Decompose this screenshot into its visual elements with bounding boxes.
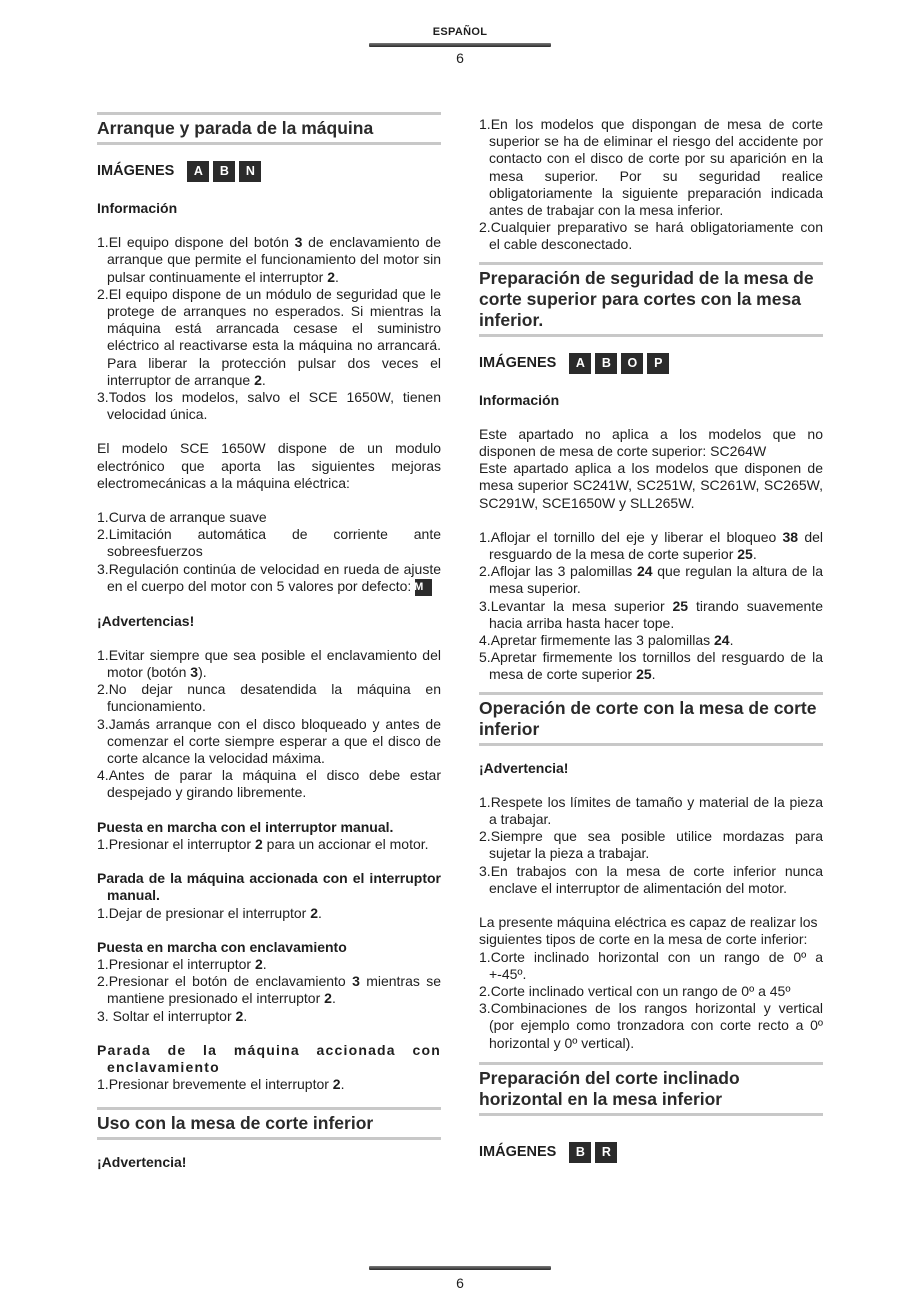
paragraph-cut-types: La presente máquina eléctrica es capaz de realizar los siguientes tipos de corte en la mesa de corte inferior:	[479, 914, 818, 948]
list-item: 1.En los modelos que dispongan de mesa de corte superior se ha de eliminar el riesgo del accidente por contacto con el disco de corte por su aparición en la mesa superior. Por su seguridad realice obligatoriamente la siguiente preparación indicada antes de trabajar con la mesa inferior.	[479, 116, 823, 219]
list-item: 2.Siempre que sea posible utilice mordazas para sujetar la pieza a trabajar.	[479, 828, 823, 862]
list-item: 3.Regulación continúa de velocidad en rueda de ajuste en el cuerpo del motor con 5 valores por defecto: M	[97, 560, 441, 594]
image-badges	[569, 353, 669, 374]
info-list	[97, 234, 441, 423]
list-item: 3.Todos los modelos, salvo el SCE 1650W, tienen velocidad única.	[97, 389, 441, 423]
info-label: Información	[479, 391, 560, 408]
cut-warnings-list	[479, 794, 823, 897]
lock-start-list	[97, 956, 441, 1025]
list-item: 2.Presionar el botón de enclavamiento 3 mientras se mantiene presionado el interruptor 2.	[97, 973, 441, 1007]
left-column	[97, 112, 441, 1172]
list-item: 2.Cualquier preparativo se hará obligatoriamente con el cable desconectado.	[479, 219, 823, 253]
intro-list	[479, 116, 823, 254]
images-label: IMÁGENES	[479, 1143, 557, 1160]
image-badge[interactable]: O	[621, 353, 643, 374]
list-item: 1.Dejar de presionar el interruptor 2.	[97, 904, 322, 921]
images-label: IMÁGENES	[97, 162, 175, 179]
cut-types-list	[479, 949, 823, 1052]
footer-page-number: 6	[456, 1275, 464, 1291]
subheading-lock-stop: Parada de la máquina accionada con enclavamiento	[97, 1041, 441, 1075]
list-item: 2.No dejar nunca desatendida la máquina en funcionamiento.	[97, 681, 441, 715]
paragraph-not-applicable: Este apartado no aplica a los modelos que no disponen de mesa de corte superior: SC264W	[479, 425, 823, 460]
image-badges	[569, 1142, 617, 1163]
steps-list	[479, 529, 823, 684]
image-badge[interactable]: P	[647, 353, 669, 374]
list-item: 3.En trabajos con la mesa de corte inferior nunca enclave el interruptor de alimentación del motor.	[479, 862, 823, 896]
subheading-lock-start: Puesta en marcha con enclavamiento	[97, 938, 347, 955]
list-item: 4.Antes de parar la máquina el disco debe estar despejado y girando libremente.	[97, 767, 441, 801]
section-title-operacion-corte: Operación de corte con la mesa de corte inferior	[479, 692, 823, 746]
subheading-manual-stop: Parada de la máquina accionada con el interruptor manual.	[97, 870, 441, 904]
images-row-sec1	[97, 161, 441, 182]
header-language: ESPAÑOL	[432, 26, 488, 38]
list-item: 2.Corte inclinado vertical con un rango de 0º a 45º	[479, 982, 791, 999]
image-badge[interactable]: R	[595, 1142, 617, 1163]
header-rule	[369, 43, 551, 47]
paragraph-applicable: Este apartado aplica a los modelos que disponen de mesa superior SC241W, SC251W, SC261W, SC265W, SC291W, SCE1650W y SLL265W.	[479, 460, 823, 511]
section-title-uso-mesa-inferior: Uso con la mesa de corte inferior	[97, 1107, 441, 1140]
image-badge[interactable]: A	[187, 161, 209, 182]
image-badge[interactable]: B	[213, 161, 235, 182]
image-badge[interactable]: B	[569, 1142, 591, 1163]
manual-stop-block	[97, 870, 441, 922]
image-badge[interactable]: B	[595, 353, 617, 374]
list-item: 2.Limitación automática de corriente ante sobreesfuerzos	[97, 526, 441, 560]
image-badge[interactable]: M	[415, 579, 432, 596]
list-item: 4.Apretar firmemente las 3 palomillas 24.	[479, 632, 734, 649]
list-item: 1.Corte inclinado horizontal con un rango de 0º a +-45º.	[479, 948, 823, 982]
list-item: 3.Jamás arranque con el disco bloqueado y antes de comenzar el corte siempre esperar a que el disco de corte alcance la velocidad máxima.	[97, 715, 441, 767]
list-item: 1.Evitar siempre que sea posible el enclavamiento del motor (botón 3).	[97, 646, 441, 681]
images-row-sec5	[479, 1142, 823, 1163]
warning-label: ¡Advertencia!	[479, 759, 569, 776]
list-item: 1.Aflojar el tornillo del eje y liberar el bloqueo 38 del resguardo de la mesa de corte superior 25.	[479, 528, 823, 563]
images-row-sec3	[479, 353, 823, 374]
list-item: 1.El equipo dispone del botón 3 de enclavamiento de arranque que permite el funcionamiento del motor sin pulsar continuamente el interruptor 2.	[97, 234, 441, 285]
image-badges	[187, 161, 261, 182]
list-item: 3.Combinaciones de los rangos horizontal y vertical (por ejemplo como tronzadora con corte recto a 0º horizontal y 0º vertical).	[479, 1000, 823, 1051]
footer-rule	[369, 1266, 551, 1270]
list-item: 1.Presionar el interruptor 2.	[97, 955, 267, 972]
info-label: Información	[97, 200, 178, 216]
warnings-label: ¡Advertencias!	[97, 612, 195, 629]
right-column	[479, 116, 823, 1181]
warning-label: ¡Advertencia!	[97, 1154, 187, 1171]
lock-stop-block	[97, 1042, 441, 1094]
list-item: 3.Levantar la mesa superior 25 tirando suavemente hacia arriba hasta hacer tope.	[479, 597, 823, 631]
list-item: 1.Curva de arranque suave	[97, 509, 267, 526]
list-item: 1.Presionar el interruptor 2 para un accionar el motor.	[97, 835, 429, 852]
list-item: 2.Aflojar las 3 palomillas 24 que regulan la altura de la mesa superior.	[479, 563, 823, 597]
list-item: 5.Apretar firmemente los tornillos del resguardo de la mesa de corte superior 25.	[479, 649, 823, 683]
section-title-preparacion-seguridad: Preparación de seguridad de la mesa de corte superior para cortes con la mesa inferior.	[479, 262, 823, 337]
image-badge[interactable]: N	[239, 161, 261, 182]
list-item: 2.El equipo dispone de un módulo de seguridad que le protege de arranques no esperados. Si mientras la máquina está arrancada cesase el suministro eléctrico al reactivarse esta la máquina no arrancará. Para liberar la protección pulsar dos veces el interruptor de arranque 2.	[97, 285, 441, 388]
manual-start-list	[97, 836, 441, 853]
paragraph-sce1650w: El modelo SCE 1650W dispone de un modulo electrónico que aporta las siguientes mejoras electromecánicas a la máquina eléctrica:	[97, 440, 441, 491]
list-item: 1.Respete los límites de tamaño y material de la pieza a trabajar.	[479, 793, 823, 828]
list-item: 3. Soltar el interruptor 2.	[97, 1007, 248, 1024]
header-page-number: 6	[456, 50, 464, 66]
subheading-manual-start: Puesta en marcha con el interruptor manual.	[97, 818, 394, 835]
image-badge[interactable]: A	[569, 353, 591, 374]
warnings-list	[97, 647, 441, 802]
list-item: 1.Presionar brevemente el interruptor 2.	[97, 1076, 345, 1093]
section-title-corte-inclinado: Preparación del corte inclinado horizontal en la mesa inferior	[479, 1062, 823, 1116]
images-label: IMÁGENES	[479, 354, 557, 371]
features-list	[97, 509, 441, 596]
section-title-arranque: Arranque y parada de la máquina	[97, 112, 441, 145]
